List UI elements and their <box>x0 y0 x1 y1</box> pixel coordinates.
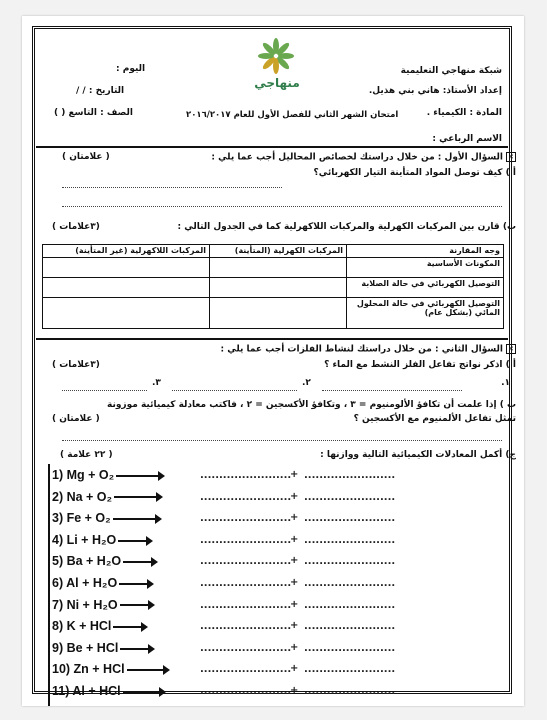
equation-row <box>52 619 143 633</box>
plus-sign: + <box>290 685 299 696</box>
product-blank[interactable]: ........................ <box>304 642 396 654</box>
equation-reactants: 1) Mg + O₂ <box>52 468 115 482</box>
q2-part-a-marks: (٣علامات ) <box>52 360 100 370</box>
answer-cell[interactable] <box>43 258 210 278</box>
equation-row <box>52 576 149 590</box>
logo-text: منهاجي <box>254 76 300 90</box>
row-label: التوصيل الكهربائي في حالة الصلابة <box>347 278 504 298</box>
answer-item: ٢. <box>302 378 311 388</box>
q1-marks: ( علامتان ) <box>62 152 110 162</box>
equation-row <box>52 662 165 676</box>
day-label: اليوم : <box>116 64 146 74</box>
reaction-arrow-icon <box>120 604 150 606</box>
answer-line <box>172 390 297 391</box>
product-blank[interactable]: ........................ <box>200 534 292 546</box>
equation-row <box>52 511 157 525</box>
table-row <box>43 298 504 329</box>
row-label: التوصيل الكهربائي في حالة المحلول المائي (بشكل عام) <box>347 298 504 329</box>
answer-cell[interactable] <box>43 278 210 298</box>
answer-line <box>62 440 502 441</box>
product-blank[interactable]: ........................ <box>304 470 396 481</box>
reaction-arrow-icon <box>120 648 150 650</box>
product-blank[interactable]: ........................ <box>304 513 396 525</box>
product-blank[interactable]: ........................ <box>200 578 292 589</box>
equation-row <box>52 641 150 655</box>
answer-cell[interactable] <box>210 298 347 329</box>
reaction-arrow-icon <box>123 691 161 693</box>
q2-part-a: أ ) اذكر نواتج تفاعل الفلز النشط مع الماء ؟ <box>324 360 516 370</box>
table-row <box>43 258 504 278</box>
plus-sign: + <box>290 533 299 545</box>
product-blank[interactable]: ........................ <box>304 621 396 633</box>
product-blank[interactable]: ........................ <box>200 513 292 525</box>
table-header: وجه المقارنة <box>347 245 504 258</box>
product-blank[interactable]: ........................ <box>304 686 396 697</box>
q2-part-c: ج) أكمل المعادلات الكيميائية التالية ووازنها : <box>320 450 516 460</box>
student-name-label: الاسم الرباعي : <box>432 134 502 144</box>
product-blank[interactable]: ........................ <box>304 491 396 503</box>
product-blank[interactable]: ........................ <box>200 470 292 481</box>
equation-row <box>52 598 150 612</box>
equation-reactants: 9) Be + HCl <box>52 640 119 655</box>
product-blank[interactable]: ........................ <box>200 621 292 633</box>
comparison-table <box>42 244 504 329</box>
answer-line <box>62 187 282 188</box>
teacher-name: إعداد الأستاذ: هاني بني هذيل. <box>368 86 502 96</box>
header-divider <box>36 146 508 148</box>
answer-item: ١. <box>501 378 510 388</box>
q1-part-a: أ ) كيف توصل المواد المتأينة التيار الكهربائي؟ <box>313 168 516 178</box>
q2-part-b-marks: ( علامتان ) <box>52 414 100 424</box>
equation-reactants: 7) Ni + H₂O <box>52 597 118 612</box>
q2-part-b-cont: تمثل تفاعل الألمنيوم مع الأكسجين ؟ <box>353 414 516 424</box>
product-blank[interactable]: ........................ <box>200 664 292 676</box>
product-blank[interactable]: ........................ <box>200 556 292 568</box>
class-label: الصف : التاسع ( ) <box>54 108 133 118</box>
equation-row <box>52 684 161 698</box>
reaction-arrow-icon <box>118 540 148 542</box>
q1-title-text: السؤال الأول : من خلال دراستك لخصائص المحاليل أجب عما يلي : <box>211 152 503 163</box>
checkbox-icon: ✕ <box>506 344 516 354</box>
plus-sign: + <box>290 598 299 610</box>
equation-reactants: 8) K + HCl <box>52 619 112 634</box>
answer-cell[interactable] <box>43 298 210 329</box>
q1-part-b-marks: (٣علامات ) <box>52 222 100 232</box>
equation-reactants: 10) Zn + HCl <box>52 662 125 677</box>
plus-sign: + <box>290 490 299 502</box>
subject-label: المادة : الكيمياء . <box>426 108 502 118</box>
product-blank[interactable]: ........................ <box>200 491 292 503</box>
reaction-arrow-icon <box>113 518 157 520</box>
equation-reactants: 4) Li + H₂O <box>52 532 117 547</box>
equation-reactants: 3) Fe + O₂ <box>52 511 111 526</box>
q2-part-b: ب ) إذا علمت أن تكافؤ الألومنيوم = ٣ ، وتكافؤ الأكسجين = ٢ ، فاكتب معادلة كيميائية موزونة <box>106 400 516 410</box>
reaction-arrow-icon <box>116 475 160 477</box>
equation-reactants: 6) Al + H₂O <box>52 576 118 590</box>
product-blank[interactable]: ........................ <box>200 642 292 654</box>
q2-title-text: السؤال الثاني : من خلال دراستك لنشاط الفلزات أجب عما يلي : <box>220 344 503 355</box>
reaction-arrow-icon <box>123 561 153 563</box>
exam-header <box>36 30 508 144</box>
table-header: المركبات اللاكهرلية (غير المتأينة) <box>43 245 210 258</box>
answer-line <box>62 390 147 391</box>
reaction-arrow-icon <box>113 626 143 628</box>
q1-part-b: ب) قارن بين المركبات الكهرلية والمركبات اللاكهرلية كما في الجدول التالي : <box>177 222 516 232</box>
answer-line <box>62 206 502 207</box>
plus-sign: + <box>290 641 299 653</box>
date-label: التاريخ : / / <box>76 86 125 96</box>
product-blank[interactable]: ........................ <box>304 578 396 589</box>
answer-line <box>322 390 462 391</box>
plus-sign: + <box>290 663 299 675</box>
product-blank[interactable]: ........................ <box>200 686 292 697</box>
q1-divider <box>36 338 508 340</box>
product-blank[interactable]: ........................ <box>304 534 396 546</box>
exam-title: امتحان الشهر الثاني للفصل الأول للعام ٢٠١٦/٢٠١٧ <box>186 110 399 120</box>
reaction-arrow-icon <box>114 496 158 498</box>
q2-title <box>220 344 516 355</box>
equation-row <box>52 533 148 547</box>
product-blank[interactable]: ........................ <box>304 664 396 676</box>
answer-cell[interactable] <box>210 258 347 278</box>
q2-part-c-marks: ( ٢٢ علامة ) <box>60 450 113 460</box>
plus-sign: + <box>290 555 299 567</box>
checkbox-icon: ✕ <box>506 152 516 162</box>
reaction-arrow-icon <box>119 583 149 585</box>
equation-row <box>52 490 158 504</box>
q1-title <box>211 152 516 163</box>
equation-reactants: 5) Ba + H₂O <box>52 554 122 569</box>
equation-row <box>52 468 160 482</box>
equation-reactants: 2) Na + O₂ <box>52 489 113 504</box>
row-label: المكونات الأساسية <box>347 258 504 278</box>
answer-cell[interactable] <box>210 278 347 298</box>
answer-item: ٣. <box>152 378 161 388</box>
product-blank[interactable]: ........................ <box>304 599 396 611</box>
equation-reactants: 11) Al + HCl <box>52 684 121 698</box>
product-blank[interactable]: ........................ <box>304 556 396 568</box>
exam-paper <box>22 16 524 706</box>
table-row <box>43 278 504 298</box>
network-name: شبكة منهاجي التعليمية <box>400 66 502 76</box>
plus-sign: + <box>290 620 299 632</box>
product-blank[interactable]: ........................ <box>200 599 292 611</box>
plus-sign: + <box>290 469 299 480</box>
table-header: المركبات الكهرلية (المتأينة) <box>210 245 347 258</box>
plus-sign: + <box>290 512 299 524</box>
equation-row <box>52 554 153 568</box>
plus-sign: + <box>290 577 299 588</box>
reaction-arrow-icon <box>127 669 165 671</box>
